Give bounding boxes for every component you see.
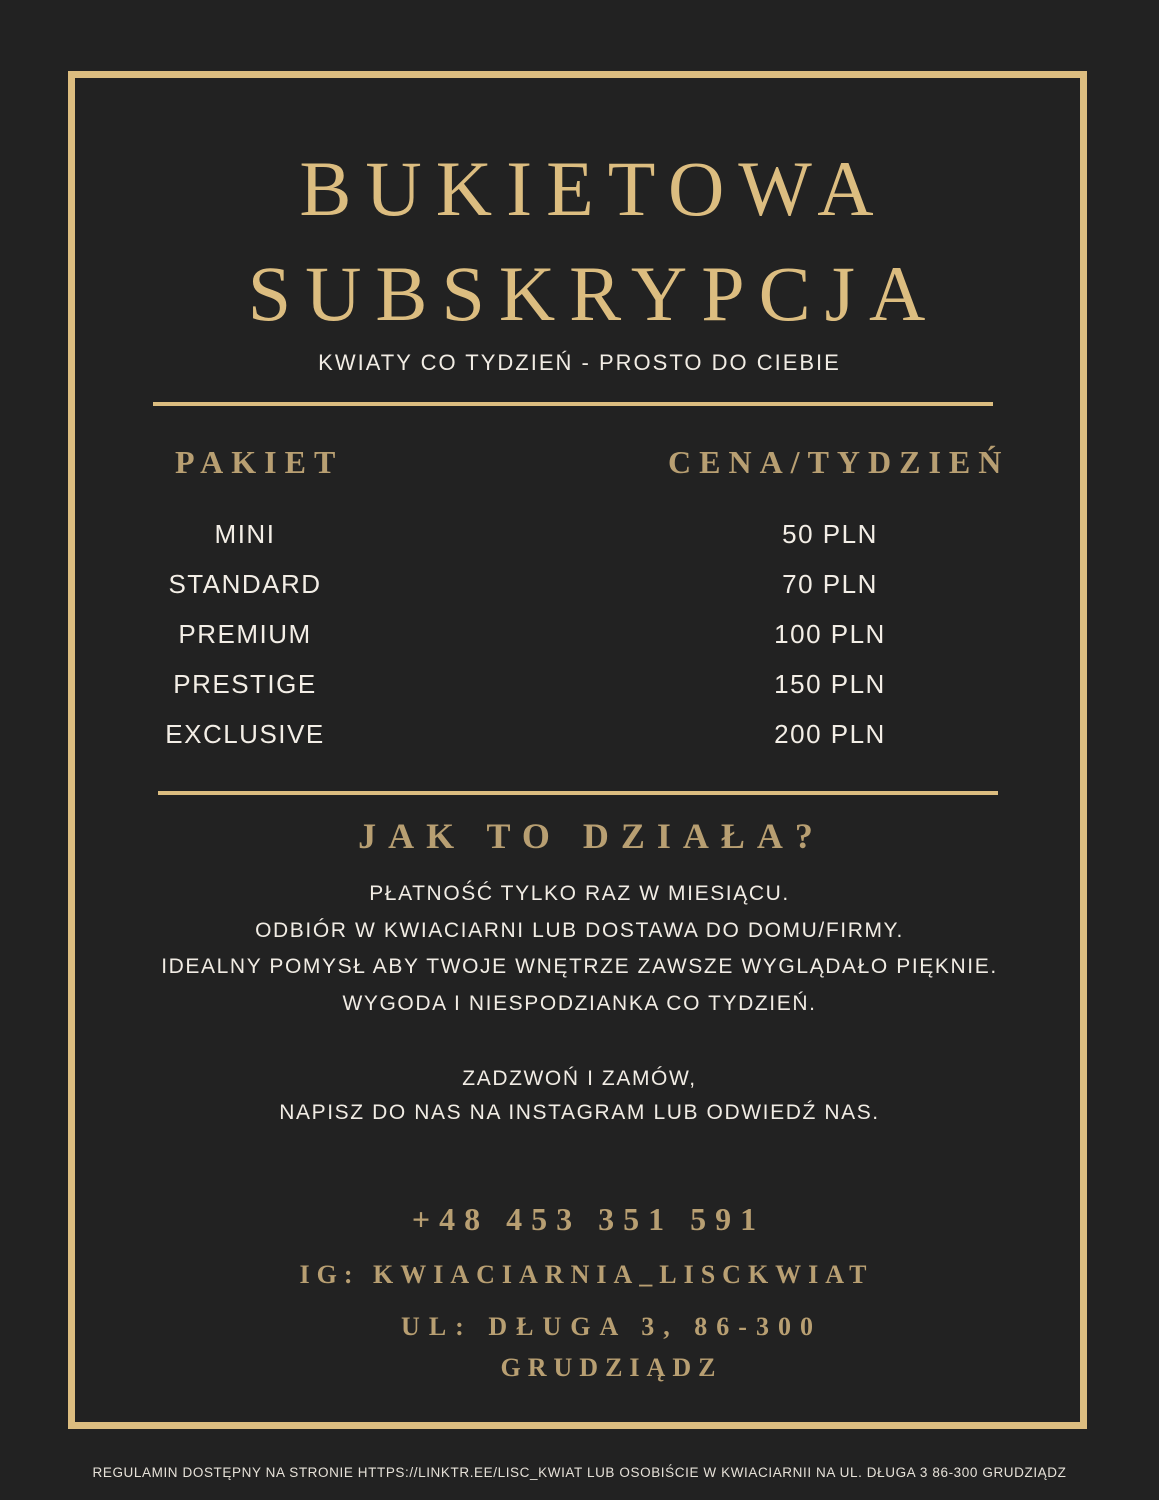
cta-line: ZADZWOŃ I ZAMÓW, [462, 1067, 697, 1090]
column-header-package: PAKIET [175, 444, 344, 480]
cta-line: NAPISZ DO NAS NA INSTAGRAM LUB ODWIEDŹ NAS. [279, 1101, 880, 1124]
divider-middle [158, 791, 998, 795]
how-it-works-line: WYGODA I NIESPODZIANKA CO TYDZIEŃ. [342, 991, 817, 1015]
package-name: PRESTIGE [173, 669, 317, 699]
column-header-price: CENA/TYDZIEŃ [668, 444, 1010, 480]
package-name: STANDARD [168, 569, 322, 599]
package-price: 70 PLN [782, 569, 878, 599]
package-list [110, 516, 380, 766]
package-price: 100 PLN [774, 619, 886, 649]
instagram-handle: IG: KWIACIARNIA_LISCKWIAT [299, 1260, 874, 1289]
package-name: MINI [214, 519, 276, 549]
package-name: PREMIUM [178, 619, 312, 649]
title-line-2: SUBSKRYPCJA [247, 250, 940, 337]
how-it-works-text [0, 876, 1159, 1022]
how-it-works-heading: JAK TO DZIAŁA? [358, 816, 825, 856]
title-line-1: BUKIETOWA [299, 145, 888, 232]
package-price: 150 PLN [774, 669, 886, 699]
package-price: 200 PLN [774, 719, 886, 749]
address-line-2: GRUDZIĄDZ [500, 1353, 723, 1382]
divider-top [153, 402, 993, 406]
how-it-works-line: PŁATNOŚĆ TYLKO RAZ W MIESIĄCU. [369, 882, 790, 905]
price-list [700, 516, 960, 766]
package-name: EXCLUSIVE [165, 719, 325, 749]
package-price: 50 PLN [782, 519, 878, 549]
how-it-works-line: ODBIÓR W KWIACIARNI LUB DOSTAWA DO DOMU/FIRMY. [255, 918, 904, 942]
footer-terms: REGULAMIN DOSTĘPNY NA STRONIE HTTPS://LINKTR.EE/LISC_KWIAT LUB OSOBIŚCIE W KWIACIARNII NA UL. DŁUGA 3 86-300 GRUDZIĄDZ [92, 1465, 1067, 1480]
subtitle: KWIATY CO TYDZIEŃ - PROSTO DO CIEBIE [318, 350, 841, 375]
address-line-1: UL: DŁUGA 3, 86-300 [401, 1312, 822, 1341]
phone-number: +48 453 351 591 [411, 1201, 766, 1237]
how-it-works-line: IDEALNY POMYSŁ ABY TWOJE WNĘTRZE ZAWSZE WYGLĄDAŁO PIĘKNIE. [161, 955, 998, 978]
call-to-action-text [0, 1062, 1159, 1130]
